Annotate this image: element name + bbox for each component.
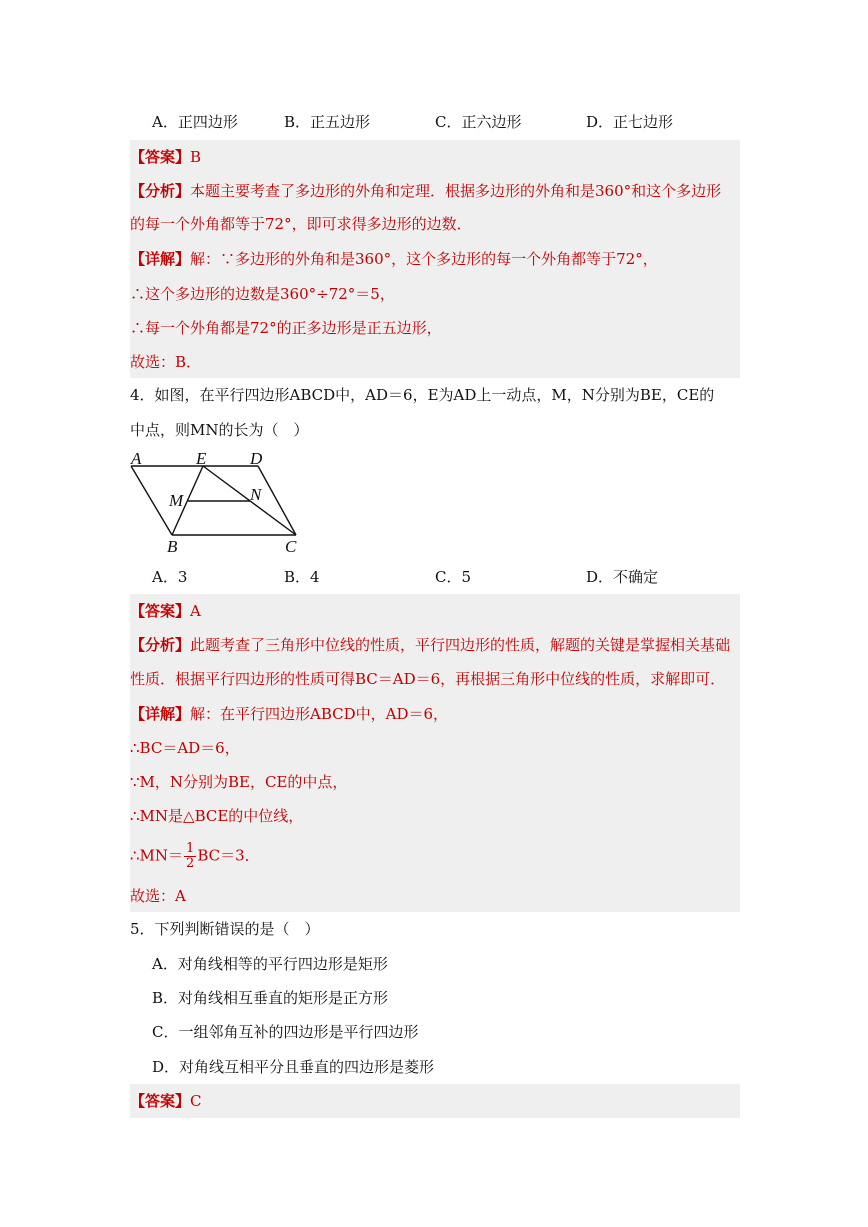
q5-option-c: C．一组邻角互补的四边形是平行四边形: [152, 1023, 419, 1041]
label-e: E: [196, 449, 207, 468]
fraction-denominator: 2: [186, 856, 195, 871]
label-n: N: [250, 485, 262, 504]
q4-detail-line-3: ∵M，N分别为BE，CE的中点，: [130, 773, 348, 791]
q5-option-d: D．对角线互相平分且垂直的四边形是菱形: [152, 1058, 435, 1076]
detail-tag: 【详解】: [130, 250, 191, 268]
parallelogram-figure: [128, 448, 318, 558]
q3-detail-line-2: ∴这个多边形的边数是360°÷72°＝5，: [130, 285, 395, 303]
q3-detail-line-3: ∴每一个外角都是72°的正多边形是正五边形，: [130, 319, 442, 337]
answer-value: A: [190, 602, 201, 620]
detail-tag: 【详解】: [130, 705, 191, 723]
formula-suffix: BC＝3．: [197, 846, 260, 865]
detail-text: 解：在平行四边形ABCD中，AD＝6，: [190, 705, 449, 723]
q3-detail-line-1: [130, 248, 658, 270]
q4-option-c: C．5: [435, 568, 472, 586]
q3-option-c: C．正六边形: [435, 113, 522, 131]
q5-answer: [130, 1090, 202, 1112]
q5-answer-block: [130, 1084, 740, 1118]
label-c: C: [285, 537, 297, 556]
q3-option-d: D．正七边形: [586, 113, 674, 131]
q4-analysis-line-1: [130, 634, 730, 656]
q4-analysis-line-2: 性质．根据平行四边形的性质可得BC＝AD＝6，再根据三角形中位线的性质，求解即可．: [130, 670, 726, 688]
detail-text: 解：∵多边形的外角和是360°，这个多边形的每一个外角都等于72°，: [190, 250, 658, 268]
q5-option-b: B．对角线相互垂直的矩形是正方形: [152, 989, 389, 1007]
q4-choice: 故选：A: [130, 887, 186, 905]
segment-ba: [131, 466, 172, 535]
q3-option-b: B．正五边形: [284, 113, 371, 131]
q4-detail-line-1: [130, 703, 448, 725]
label-b: B: [167, 537, 178, 556]
label-a: A: [131, 449, 142, 468]
analysis-tag: 【分析】: [130, 636, 191, 654]
q4-detail-line-5: [130, 842, 260, 871]
q3-analysis-line-2: 的每一个外角都等于72°，即可求得多边形的边数．: [130, 215, 472, 233]
label-m: M: [169, 491, 184, 510]
q5-option-a: A．对角线相等的平行四边形是矩形: [152, 955, 388, 973]
fraction-one-half: [184, 842, 196, 871]
segment-dc: [258, 466, 296, 535]
q4-answer: [130, 600, 201, 622]
fraction-numerator: 1: [186, 841, 195, 856]
formula-prefix: ∴MN＝: [130, 846, 184, 865]
analysis-tag: 【分析】: [130, 182, 191, 200]
q3-answer: [130, 146, 201, 168]
answer-value: C: [190, 1092, 202, 1110]
label-d: D: [250, 449, 263, 468]
q4-option-a: A．3: [152, 568, 188, 586]
q4-detail-line-2: ∴BC＝AD＝6，: [130, 739, 240, 757]
q3-choice: 故选：B．: [130, 353, 202, 371]
q4-stem-line-1: 4．如图，在平行四边形ABCD中，AD＝6，E为AD上一动点，M，N分别为BE，CE的: [130, 386, 715, 404]
q4-stem-line-2: 中点，则MN的长为（ ）: [130, 421, 309, 439]
q4-option-d: D．不确定: [586, 568, 659, 586]
analysis-text: 此题考查了三角形中位线的性质，平行四边形的性质，解题的关键是掌握相关基础: [190, 636, 731, 654]
q3-analysis-line-1: [130, 180, 721, 202]
answer-tag: 【答案】: [130, 148, 191, 166]
analysis-text: 本题主要考查了多边形的外角和定理．根据多边形的外角和是360°和这个多边形: [190, 182, 722, 200]
answer-value: B: [190, 148, 202, 166]
answer-tag: 【答案】: [130, 602, 191, 620]
q4-detail-line-4: ∴MN是△BCE的中位线，: [130, 807, 304, 825]
answer-tag: 【答案】: [130, 1092, 191, 1110]
q5-stem: 5．下列判断错误的是（ ）: [130, 920, 320, 938]
q3-option-a: A．正四边形: [152, 113, 238, 131]
q4-option-b: B．4: [284, 568, 320, 586]
